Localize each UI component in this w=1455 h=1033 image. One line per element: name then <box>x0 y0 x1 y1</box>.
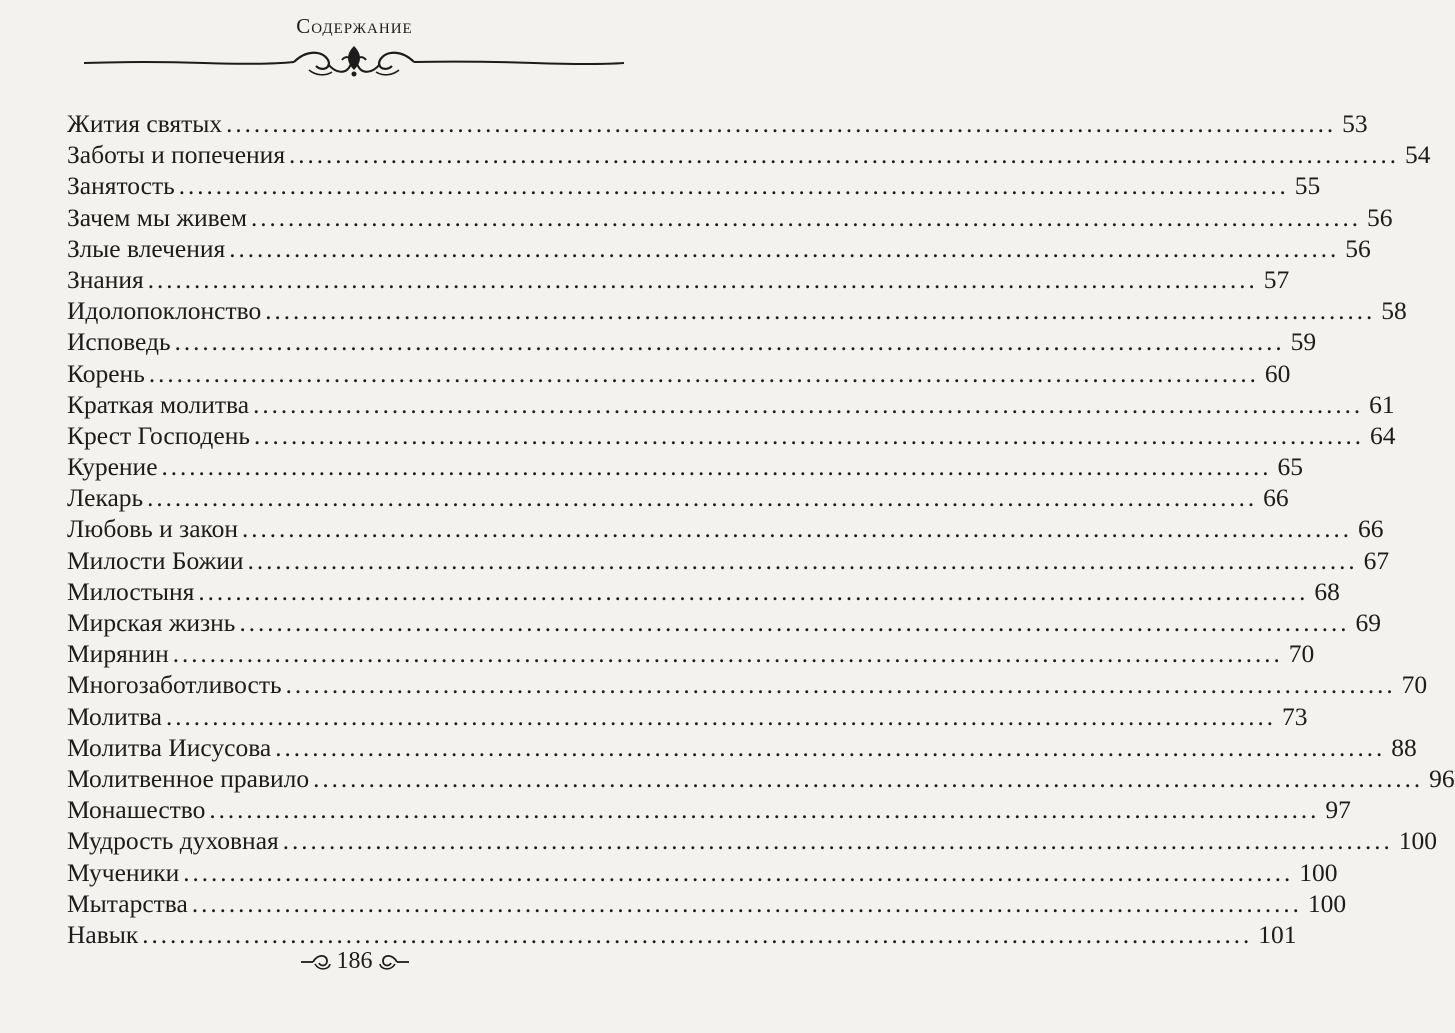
dot-leader: ........................................................................................................................ <box>265 298 1376 326</box>
toc-entry-title: Курение <box>67 452 158 482</box>
toc-entry-page: 100 <box>1299 857 1338 887</box>
dot-leader: ........................................................................................................................ <box>198 578 1309 606</box>
toc-entry-title: Корень <box>67 358 145 388</box>
dot-leader: ........................................................................................................................ <box>147 266 1258 294</box>
toc-entry <box>67 108 1368 139</box>
toc-entry <box>67 545 1390 576</box>
toc-entry-title: Молитва <box>67 701 162 731</box>
toc-entry-page: 88 <box>1391 732 1417 762</box>
toc-entry-title: Крест Господень <box>67 420 250 450</box>
toc-entry <box>67 420 1396 451</box>
toc-entry <box>67 888 1347 919</box>
toc-entry-title: Краткая молитва <box>67 389 250 419</box>
dot-leader: ........................................................................................................................ <box>289 142 1400 170</box>
toc-entry <box>67 763 1455 794</box>
toc-entry-page: 56 <box>1366 202 1393 232</box>
dot-leader: ........................................................................................................................ <box>226 111 1337 138</box>
toc-entry <box>67 264 1290 295</box>
toc-entry-page: 68 <box>1314 576 1340 606</box>
toc-entry <box>67 170 1321 201</box>
toc-entry-title: Занятость <box>67 171 175 201</box>
toc-entry <box>67 732 1417 763</box>
toc-entry-page: 54 <box>1405 140 1431 170</box>
toc-entry <box>67 326 1317 357</box>
toc-entry <box>67 513 1384 544</box>
toc-entry-title: Зачем мы живем <box>67 202 247 232</box>
dot-leader: ........................................................................................................................ <box>142 921 1253 949</box>
toc-entry-title: Любовь и закон <box>67 514 239 544</box>
toc-entry <box>67 825 1437 856</box>
toc-entry <box>67 638 1315 669</box>
dot-leader: ........................................................................................................................ <box>147 485 1258 513</box>
toc-entry <box>67 139 1431 170</box>
dot-leader: ........................................................................................................................ <box>229 235 1340 263</box>
toc-entry <box>67 295 1407 326</box>
toc-entry <box>67 669 1428 700</box>
dot-leader: ........................................................................................................................ <box>275 734 1386 762</box>
toc-entry-page: 55 <box>1294 171 1321 201</box>
toc-entry-title: Исповедь <box>67 327 171 357</box>
toc-entry <box>67 576 1340 607</box>
toc-entry-title: Знания <box>67 264 144 294</box>
dot-leader: ........................................................................................................................ <box>253 422 1364 450</box>
toc-entry-title: Милости Божии <box>67 545 244 575</box>
toc-entry <box>67 358 1291 389</box>
dot-leader: ........................................................................................................................ <box>285 672 1396 700</box>
toc-entry-title: Мирянин <box>67 639 169 669</box>
toc-entry-page: 57 <box>1263 264 1290 294</box>
toc-entry-title: Навык <box>67 919 139 949</box>
dot-leader: ........................................................................................................................ <box>183 859 1294 887</box>
toc-entry-title: Монашество <box>67 795 206 825</box>
toc-entry <box>67 389 1395 420</box>
dot-leader: ........................................................................................................................ <box>282 828 1393 856</box>
toc-entry-page: 96 <box>1429 763 1455 793</box>
toc-entry-page: 97 <box>1325 795 1351 825</box>
toc-entry-title: Мытарства <box>67 888 188 918</box>
toc-entry-page: 70 <box>1401 670 1428 700</box>
toc-entry-page: 69 <box>1355 608 1381 637</box>
dot-leader: ........................................................................................................................ <box>166 703 1276 731</box>
toc-entry-title: Заботы и попечения <box>67 140 286 170</box>
toc-entry <box>67 794 1351 825</box>
toc-entry-page: 100 <box>1398 826 1437 856</box>
toc-entry-title: Мирская жизнь <box>67 608 236 637</box>
toc-entry-page: 101 <box>1258 919 1297 949</box>
toc-entry-page: 73 <box>1282 701 1308 731</box>
toc-entry <box>67 233 1371 264</box>
toc-entry <box>67 857 1338 888</box>
page-number: 186 <box>336 948 373 974</box>
toc-entry <box>67 919 1297 950</box>
toc-entry-title: Жития святых <box>67 109 223 138</box>
dot-leader: ........................................................................................................................ <box>178 173 1289 201</box>
toc-entry-title: Молитвенное правило <box>67 763 310 793</box>
toc-entry <box>67 202 1393 233</box>
toc-entry-page: 100 <box>1307 888 1347 918</box>
toc-entry-page: 53 <box>1342 109 1368 138</box>
dot-leader: ........................................................................................................................ <box>247 547 1358 575</box>
toc-entry-page: 67 <box>1363 545 1390 575</box>
toc-entry-page: 61 <box>1369 389 1395 419</box>
toc-entry-title: Злые влечения <box>67 233 226 263</box>
toc-entry <box>67 607 1381 638</box>
toc-entry <box>67 482 1289 513</box>
toc-entry-title: Многозаботливость <box>67 670 282 700</box>
dot-leader: ........................................................................................................................ <box>148 360 1259 388</box>
dot-leader: ........................................................................................................................ <box>174 329 1285 357</box>
toc-entry-title: Идолопоклонство <box>67 296 262 326</box>
toc-entry-page: 66 <box>1358 514 1384 544</box>
toc-entry-page: 56 <box>1345 233 1371 263</box>
toc-entry-title: Мудрость духовная <box>67 826 279 856</box>
table-of-contents <box>67 108 1455 950</box>
dot-leader: ........................................................................................................................ <box>242 516 1353 544</box>
dot-leader: ........................................................................................................................ <box>313 765 1424 793</box>
dot-leader: ........................................................................................................................ <box>239 610 1350 637</box>
toc-entry-title: Мученики <box>67 857 180 887</box>
toc-entry-title: Лекарь <box>67 483 144 513</box>
dot-leader: ........................................................................................................................ <box>161 454 1272 482</box>
right-flourish-icon <box>377 952 411 972</box>
toc-entry-page: 70 <box>1288 639 1315 669</box>
dot-leader: ........................................................................................................................ <box>250 204 1361 232</box>
toc-entry-page: 64 <box>1369 420 1396 450</box>
toc-entry-title: Молитва Иисусова <box>67 732 272 762</box>
toc-entry-page: 60 <box>1264 358 1291 388</box>
page-footer <box>0 948 709 975</box>
toc-entry <box>67 451 1304 482</box>
toc-entry <box>67 701 1308 732</box>
dot-leader: ........................................................................................................................ <box>191 890 1302 918</box>
dot-leader: ........................................................................................................................ <box>209 797 1320 825</box>
toc-entry-title: Милостыня <box>67 576 195 606</box>
ornament-divider-icon <box>84 44 624 78</box>
toc-entry-page: 58 <box>1381 296 1407 326</box>
dot-leader: ........................................................................................................................ <box>253 391 1364 419</box>
running-head: Содержание <box>296 14 413 38</box>
toc-entry-page: 66 <box>1263 483 1289 513</box>
dot-leader: ........................................................................................................................ <box>172 641 1283 669</box>
toc-entry-page: 65 <box>1277 452 1304 482</box>
left-flourish-icon <box>299 952 333 972</box>
toc-entry-page: 59 <box>1290 327 1317 357</box>
